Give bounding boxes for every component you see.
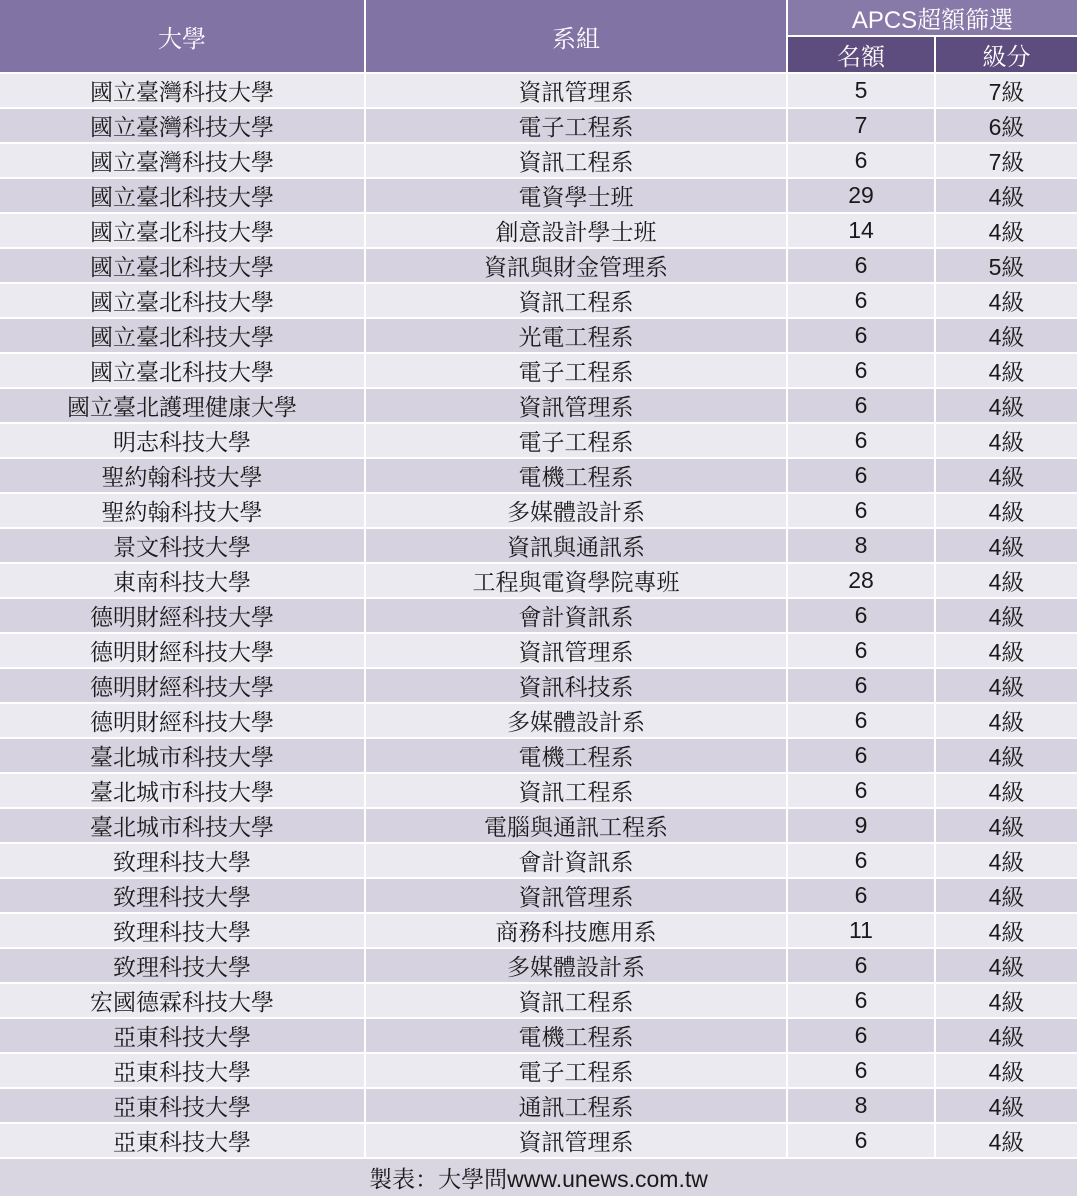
quota-cell: 6	[787, 1123, 935, 1158]
quota-cell: 6	[787, 1018, 935, 1053]
table-row	[0, 703, 1077, 738]
quota-cell: 14	[787, 213, 935, 248]
university-cell: 景文科技大學	[0, 528, 365, 563]
table-row	[0, 248, 1077, 283]
university-cell: 致理科技大學	[0, 948, 365, 983]
university-cell: 宏國德霖科技大學	[0, 983, 365, 1018]
department-cell: 電子工程系	[365, 1053, 787, 1088]
quota-cell: 6	[787, 248, 935, 283]
level-cell: 4級	[935, 913, 1077, 948]
column-header-apcs-group: APCS超額篩選	[787, 0, 1077, 36]
quota-cell: 6	[787, 1053, 935, 1088]
university-cell: 致理科技大學	[0, 913, 365, 948]
university-cell: 亞東科技大學	[0, 1088, 365, 1123]
table-row	[0, 1088, 1077, 1123]
department-cell: 資訊管理系	[365, 878, 787, 913]
department-cell: 創意設計學士班	[365, 213, 787, 248]
department-cell: 資訊與財金管理系	[365, 248, 787, 283]
quota-cell: 8	[787, 528, 935, 563]
table-footer	[0, 1158, 1077, 1196]
table-row	[0, 913, 1077, 948]
table-row	[0, 773, 1077, 808]
quota-cell: 9	[787, 808, 935, 843]
quota-cell: 5	[787, 73, 935, 108]
level-cell: 4級	[935, 773, 1077, 808]
table-row	[0, 283, 1077, 318]
department-cell: 電腦與通訊工程系	[365, 808, 787, 843]
university-cell: 國立臺北科技大學	[0, 213, 365, 248]
quota-cell: 7	[787, 108, 935, 143]
level-cell: 4級	[935, 738, 1077, 773]
level-cell: 4級	[935, 843, 1077, 878]
table-header	[0, 0, 1077, 73]
level-cell: 4級	[935, 1088, 1077, 1123]
quota-cell: 6	[787, 738, 935, 773]
university-cell: 致理科技大學	[0, 878, 365, 913]
quota-cell: 6	[787, 878, 935, 913]
quota-cell: 6	[787, 948, 935, 983]
department-cell: 電子工程系	[365, 423, 787, 458]
level-cell: 4級	[935, 668, 1077, 703]
level-cell: 4級	[935, 1123, 1077, 1158]
department-cell: 會計資訊系	[365, 843, 787, 878]
department-cell: 資訊管理系	[365, 73, 787, 108]
university-cell: 德明財經科技大學	[0, 633, 365, 668]
department-cell: 電機工程系	[365, 738, 787, 773]
table-row	[0, 563, 1077, 598]
table-row	[0, 983, 1077, 1018]
department-cell: 多媒體設計系	[365, 493, 787, 528]
department-cell: 資訊管理系	[365, 1123, 787, 1158]
quota-cell: 6	[787, 633, 935, 668]
department-cell: 資訊工程系	[365, 983, 787, 1018]
quota-cell: 6	[787, 493, 935, 528]
university-cell: 國立臺灣科技大學	[0, 73, 365, 108]
university-cell: 國立臺北科技大學	[0, 178, 365, 213]
level-cell: 5級	[935, 248, 1077, 283]
table-source-credit: 製表：大學問www.unews.com.tw	[0, 1158, 1077, 1196]
column-header-level: 級分	[935, 36, 1077, 73]
level-cell: 4級	[935, 283, 1077, 318]
table-row	[0, 738, 1077, 773]
table-row	[0, 948, 1077, 983]
university-cell: 亞東科技大學	[0, 1053, 365, 1088]
quota-cell: 6	[787, 388, 935, 423]
quota-cell: 6	[787, 353, 935, 388]
university-cell: 亞東科技大學	[0, 1018, 365, 1053]
department-cell: 多媒體設計系	[365, 948, 787, 983]
university-cell: 聖約翰科技大學	[0, 493, 365, 528]
quota-cell: 6	[787, 143, 935, 178]
department-cell: 光電工程系	[365, 318, 787, 353]
column-header-university: 大學	[0, 0, 365, 73]
quota-cell: 6	[787, 843, 935, 878]
column-header-quota: 名額	[787, 36, 935, 73]
level-cell: 4級	[935, 213, 1077, 248]
header-row-main	[0, 0, 1077, 36]
table-row	[0, 423, 1077, 458]
quota-cell: 6	[787, 283, 935, 318]
university-cell: 國立臺灣科技大學	[0, 143, 365, 178]
level-cell: 4級	[935, 423, 1077, 458]
level-cell: 4級	[935, 178, 1077, 213]
quota-cell: 6	[787, 983, 935, 1018]
quota-cell: 11	[787, 913, 935, 948]
department-cell: 通訊工程系	[365, 1088, 787, 1123]
level-cell: 4級	[935, 563, 1077, 598]
table-row	[0, 878, 1077, 913]
university-cell: 東南科技大學	[0, 563, 365, 598]
level-cell: 7級	[935, 73, 1077, 108]
table-row	[0, 353, 1077, 388]
university-cell: 明志科技大學	[0, 423, 365, 458]
table-row	[0, 843, 1077, 878]
column-header-department: 系組	[365, 0, 787, 73]
university-cell: 臺北城市科技大學	[0, 808, 365, 843]
level-cell: 4級	[935, 388, 1077, 423]
quota-cell: 6	[787, 703, 935, 738]
university-cell: 國立臺北科技大學	[0, 283, 365, 318]
department-cell: 商務科技應用系	[365, 913, 787, 948]
department-cell: 資訊管理系	[365, 388, 787, 423]
level-cell: 7級	[935, 143, 1077, 178]
university-cell: 國立臺北科技大學	[0, 248, 365, 283]
table-row	[0, 668, 1077, 703]
table-row	[0, 143, 1077, 178]
department-cell: 多媒體設計系	[365, 703, 787, 738]
department-cell: 電子工程系	[365, 353, 787, 388]
level-cell: 4級	[935, 633, 1077, 668]
level-cell: 4級	[935, 458, 1077, 493]
level-cell: 4級	[935, 1018, 1077, 1053]
table-row	[0, 388, 1077, 423]
table-row	[0, 318, 1077, 353]
university-cell: 亞東科技大學	[0, 1123, 365, 1158]
department-cell: 資訊管理系	[365, 633, 787, 668]
level-cell: 4級	[935, 318, 1077, 353]
university-cell: 國立臺北科技大學	[0, 353, 365, 388]
quota-cell: 8	[787, 1088, 935, 1123]
department-cell: 會計資訊系	[365, 598, 787, 633]
level-cell: 4級	[935, 528, 1077, 563]
quota-cell: 28	[787, 563, 935, 598]
department-cell: 資訊工程系	[365, 143, 787, 178]
department-cell: 電機工程系	[365, 458, 787, 493]
department-cell: 電機工程系	[365, 1018, 787, 1053]
level-cell: 4級	[935, 878, 1077, 913]
table-row	[0, 1053, 1077, 1088]
quota-cell: 6	[787, 318, 935, 353]
table-row	[0, 808, 1077, 843]
table-row	[0, 528, 1077, 563]
table-row	[0, 178, 1077, 213]
university-cell: 國立臺北科技大學	[0, 318, 365, 353]
table-row	[0, 1123, 1077, 1158]
university-cell: 德明財經科技大學	[0, 703, 365, 738]
quota-cell: 6	[787, 773, 935, 808]
level-cell: 6級	[935, 108, 1077, 143]
level-cell: 4級	[935, 983, 1077, 1018]
table-row	[0, 458, 1077, 493]
quota-cell: 6	[787, 668, 935, 703]
university-cell: 德明財經科技大學	[0, 598, 365, 633]
quota-cell: 6	[787, 458, 935, 493]
department-cell: 電子工程系	[365, 108, 787, 143]
table-row	[0, 633, 1077, 668]
table-row	[0, 108, 1077, 143]
university-cell: 國立臺灣科技大學	[0, 108, 365, 143]
university-cell: 國立臺北護理健康大學	[0, 388, 365, 423]
table-row	[0, 213, 1077, 248]
table-row	[0, 73, 1077, 108]
level-cell: 4級	[935, 1053, 1077, 1088]
level-cell: 4級	[935, 703, 1077, 738]
department-cell: 工程與電資學院專班	[365, 563, 787, 598]
department-cell: 電資學士班	[365, 178, 787, 213]
quota-cell: 29	[787, 178, 935, 213]
table-row	[0, 1018, 1077, 1053]
department-cell: 資訊科技系	[365, 668, 787, 703]
level-cell: 4級	[935, 493, 1077, 528]
quota-cell: 6	[787, 423, 935, 458]
table-row	[0, 493, 1077, 528]
university-cell: 聖約翰科技大學	[0, 458, 365, 493]
level-cell: 4級	[935, 948, 1077, 983]
university-cell: 致理科技大學	[0, 843, 365, 878]
department-cell: 資訊工程系	[365, 773, 787, 808]
university-cell: 臺北城市科技大學	[0, 738, 365, 773]
table-body	[0, 73, 1077, 1158]
level-cell: 4級	[935, 353, 1077, 388]
level-cell: 4級	[935, 598, 1077, 633]
department-cell: 資訊工程系	[365, 283, 787, 318]
footer-row	[0, 1158, 1077, 1196]
university-cell: 臺北城市科技大學	[0, 773, 365, 808]
table-row	[0, 598, 1077, 633]
university-cell: 德明財經科技大學	[0, 668, 365, 703]
quota-cell: 6	[787, 598, 935, 633]
department-cell: 資訊與通訊系	[365, 528, 787, 563]
level-cell: 4級	[935, 808, 1077, 843]
